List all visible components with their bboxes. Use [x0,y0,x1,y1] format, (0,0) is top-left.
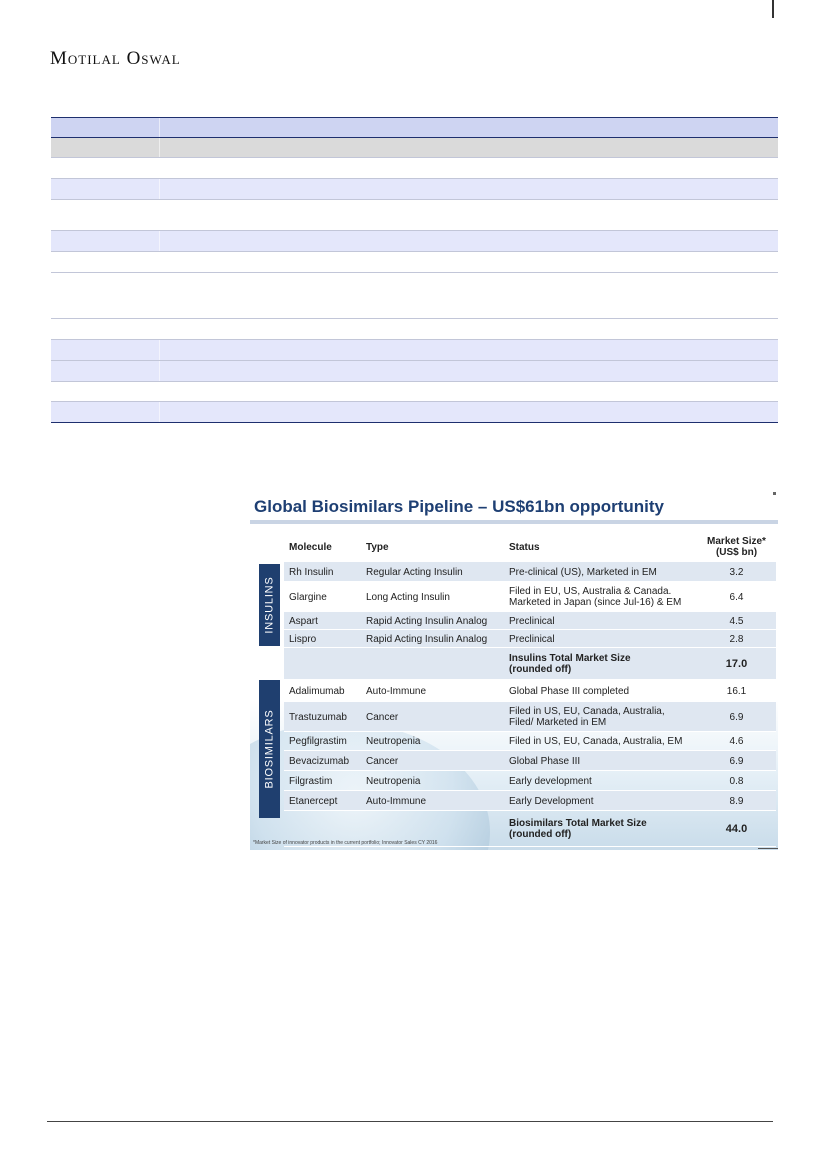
status-cell: Global Phase III completed [509,685,630,697]
status-cell: Pre-clinical (US), Marketed in EM [509,566,657,578]
header-molecule: Molecule [289,541,332,553]
pipeline-header-row [284,532,776,562]
pipeline-row [284,562,776,582]
type-cell: Regular Acting Insulin [366,566,463,578]
molecule-cell [289,648,365,680]
status-cell: Insulins Total Market Size (rounded off) [509,653,631,675]
molecule-cell: Etanercept [289,795,338,807]
table-row [51,319,778,340]
insulins-group-label [259,564,280,646]
figure-title: Global Biosimilars Pipeline – US$61bn opportunity [254,497,664,516]
molecule-cell: Trastuzumab [289,711,347,723]
pipeline-row [284,630,776,648]
table-row [51,117,778,138]
footer-rule [47,1121,773,1122]
molecule-cell: Filgrastim [289,775,333,787]
status-cell: Filed in US, EU, Canada, Australia, Filed/ Marketed in EM [509,706,665,728]
insulins-label-text: INSULINS [263,576,276,634]
molecule-cell: Pegfilgrastim [289,736,347,747]
molecule-cell: Glargine [289,591,327,603]
status-cell: Filed in EU, US, Australia & Canada. Marketed in Japan (since Jul-16) & EM [509,586,682,608]
market-size-cell: 6.4 [729,591,744,603]
type-cell: Neutropenia [366,775,421,787]
pipeline-row [284,680,776,702]
market-size-cell: 3.2 [729,566,744,578]
total-row [284,648,776,680]
type-cell: Rapid Acting Insulin Analog [366,615,488,627]
market-size-cell: 0.8 [729,775,744,787]
market-size-cell: 16.1 [726,685,747,697]
type-cell: Cancer [366,711,399,723]
pipeline-row [284,612,776,630]
type-cell: Auto-Immune [366,685,427,697]
type-cell: Neutropenia [366,736,421,747]
table-row [51,382,778,402]
table-row [51,231,778,252]
figure-footnote: *Market Size of innovator products in the current portfolio; Innovator Sales CY 2016 [253,840,438,846]
pipeline-row [284,732,776,751]
page-corner-mark [772,0,774,18]
pipeline-figure [250,492,778,850]
table-row [51,138,778,158]
status-cell: Preclinical [509,615,555,627]
biosimilars-group-label [259,680,280,818]
molecule-cell: Rh Insulin [289,566,334,578]
table-row [51,361,778,382]
type-cell: Rapid Acting Insulin Analog [366,633,488,645]
table-row [51,158,778,179]
status-cell: Early development [509,775,592,787]
status-cell: Biosimilars Total Market Size (rounded off) [509,818,647,840]
table-row [51,252,778,273]
table-row [51,200,778,231]
table-row [51,179,778,200]
market-size-cell: 17.0 [725,657,748,670]
header-market-size: Market Size* (US$ bn) [707,536,766,558]
pipeline-row [284,791,776,811]
market-size-cell: 6.9 [729,755,744,767]
pipeline-row [284,751,776,771]
table-row [51,340,778,361]
market-size-cell: 2.8 [729,633,744,645]
status-cell: Early Development [509,795,594,807]
pipeline-row [284,702,776,732]
title-underline-bar [250,520,778,524]
brand-logo: Motilal Oswal [50,48,181,69]
table-row [51,273,778,319]
market-size-cell: 4.5 [729,615,744,627]
header-type: Type [366,541,389,553]
pipeline-row [284,582,776,612]
pipeline-row [284,771,776,791]
market-size-cell: 6.9 [729,711,744,723]
status-cell: Filed in US, EU, Canada, Australia, EM [509,736,683,747]
type-cell: Long Acting Insulin [366,591,450,603]
market-size-cell: 4.6 [729,736,744,747]
molecule-cell: Bevacizumab [289,755,350,767]
status-cell: Preclinical [509,633,555,645]
molecule-cell: Lispro [289,633,317,645]
figure-corner-mark [773,492,776,495]
molecule-cell: Aspart [289,615,318,627]
table-row [51,402,778,423]
header-status: Status [509,541,540,553]
biosimilars-label-text: BIOSIMILARS [263,709,276,789]
type-cell: Cancer [366,755,399,767]
market-size-cell: 44.0 [725,822,748,835]
type-cell [366,648,506,680]
market-size-cell: 8.9 [729,795,744,807]
type-cell: Auto-Immune [366,795,427,807]
molecule-cell: Adalimumab [289,685,345,697]
status-cell: Global Phase III [509,755,581,767]
figure-bottom-mark [758,848,778,849]
